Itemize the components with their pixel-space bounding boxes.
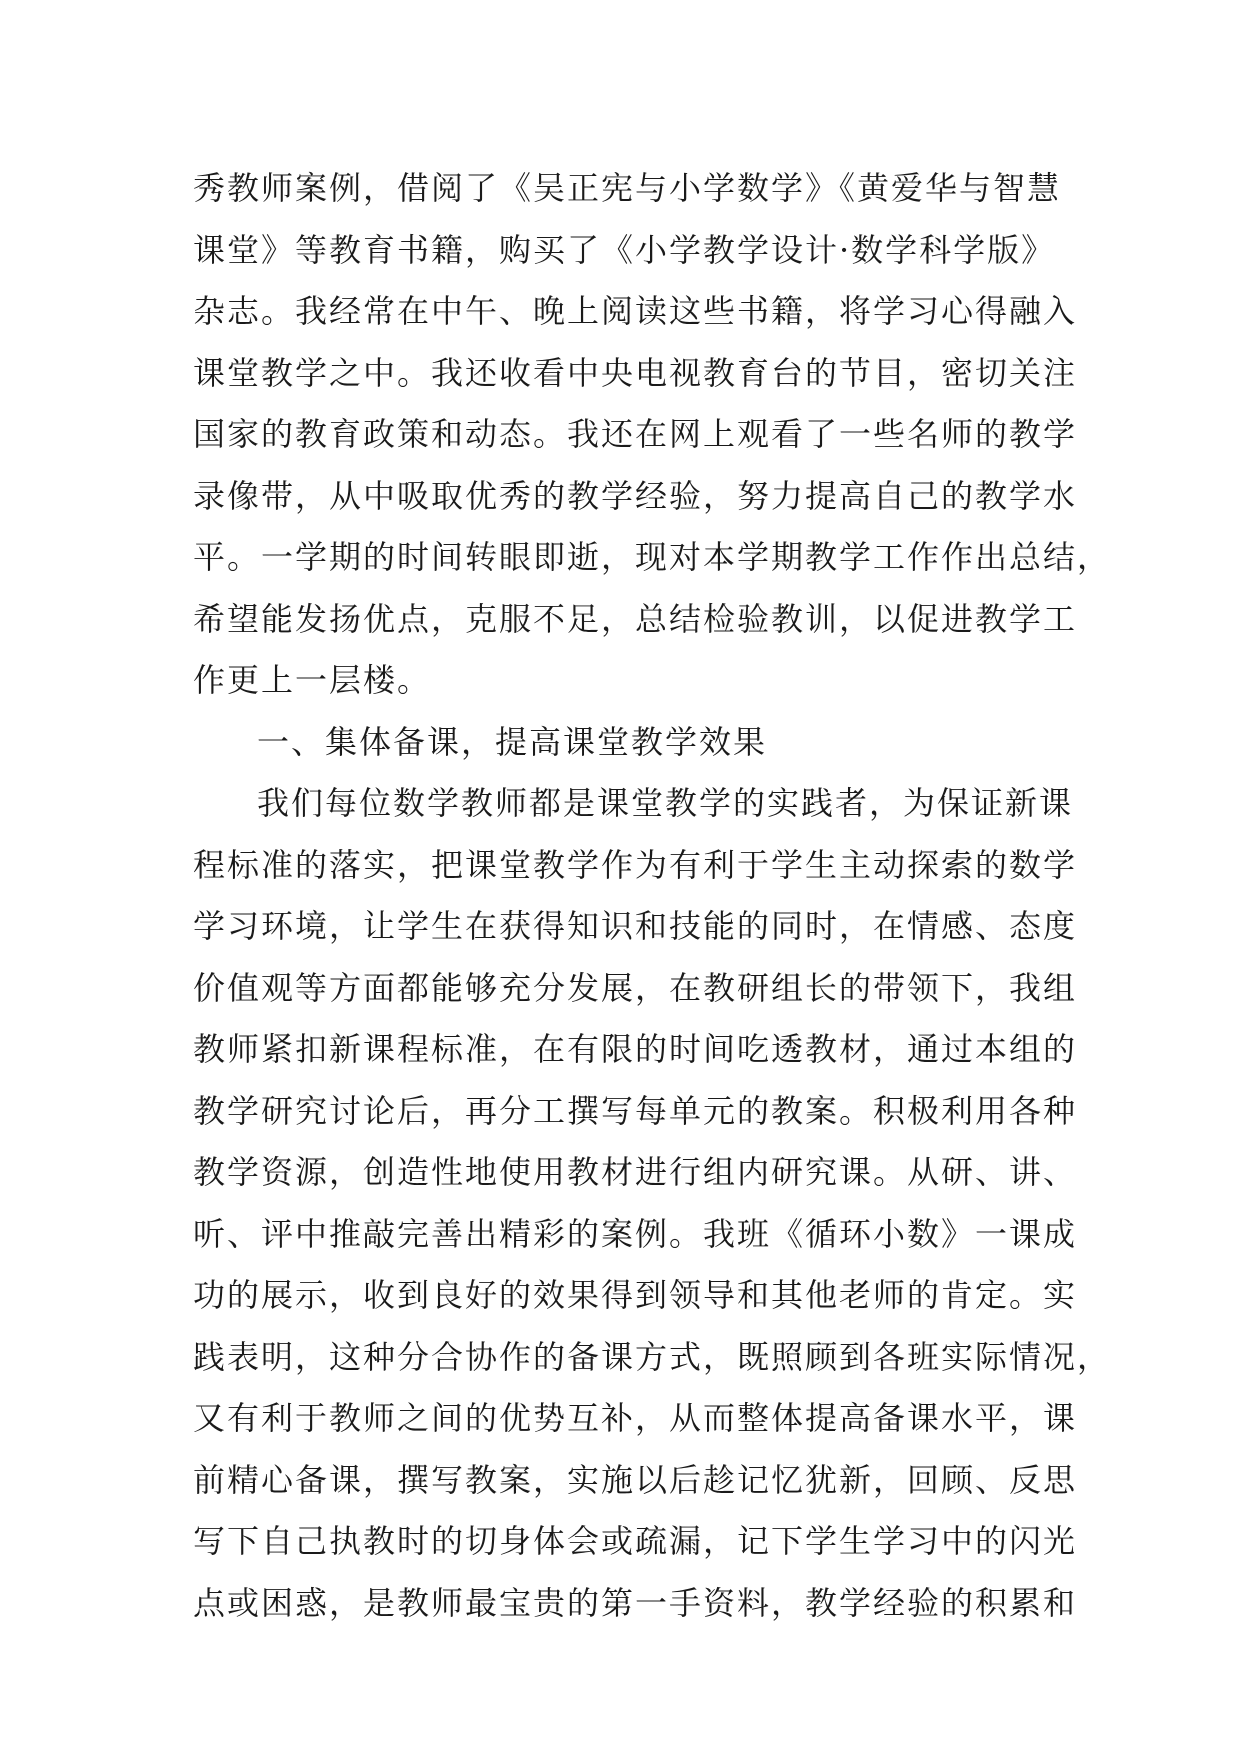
text-line: 功的展示，收到良好的效果得到领导和其他老师的肯定。实 <box>193 1276 1078 1314</box>
text-line: 学习环境，让学生在获得知识和技能的同时，在情感、态度 <box>193 907 1078 945</box>
text-line: 我们每位数学教师都是课堂教学的实践者，为保证新课 <box>257 784 1074 822</box>
body-text <box>193 158 1112 1634</box>
text-line: 课堂》等教育书籍，购买了《小学教学设计·数学科学版》 <box>193 230 1056 269</box>
text-line: 录像带，从中吸取优秀的教学经验，努力提高自己的教学水 <box>193 476 1078 515</box>
text-line: 写下自己执教时的切身体会或疏漏，记下学生学习中的闪光 <box>193 1522 1078 1560</box>
text-line: 秀教师案例，借阅了《吴正宪与小学数学》《黄爱华与智慧 <box>193 169 1062 207</box>
section-heading: 一、集体备课，提高课堂教学效果 <box>257 722 768 761</box>
text-line: 践表明，这种分合协作的备课方式，既照顾到各班实际情况， <box>193 1337 1112 1376</box>
text-line: 平。一学期的时间转眼即逝，现对本学期教学工作作出总结， <box>193 538 1112 576</box>
text-line: 杂志。我经常在中午、晚上阅读这些书籍，将学习心得融入 <box>193 292 1078 330</box>
text-line: 听、评中推敲完善出精彩的案例。我班《循环小数》一课成 <box>193 1214 1078 1253</box>
text-line: 又有利于教师之间的优势互补，从而整体提高备课水平，课 <box>193 1399 1078 1437</box>
text-line: 教学研究讨论后，再分工撰写每单元的教案。积极利用各种 <box>193 1091 1078 1130</box>
text-line: 课堂教学之中。我还收看中央电视教育台的节目，密切关注 <box>193 353 1078 392</box>
text-line: 前精心备课，撰写教案，实施以后趁记忆犹新，回顾、反思 <box>193 1460 1078 1499</box>
text-line: 国家的教育政策和动态。我还在网上观看了一些名师的教学 <box>193 415 1078 453</box>
text-line: 作更上一层楼。 <box>193 661 432 699</box>
text-line: 价值观等方面都能够充分发展，在教研组长的带领下，我组 <box>193 968 1078 1007</box>
text-line: 希望能发扬优点，克服不足，总结检验教训，以促进教学工 <box>193 599 1078 638</box>
text-line: 点或困惑，是教师最宝贵的第一手资料，教学经验的积累和 <box>193 1583 1078 1622</box>
text-line: 教师紧扣新课程标准，在有限的时间吃透教材，通过本组的 <box>193 1030 1078 1068</box>
text-line: 程标准的落实，把课堂教学作为有利于学生主动探索的数学 <box>193 845 1078 884</box>
text-line: 教学资源，创造性地使用教材进行组内研究课。从研、讲、 <box>193 1153 1078 1191</box>
